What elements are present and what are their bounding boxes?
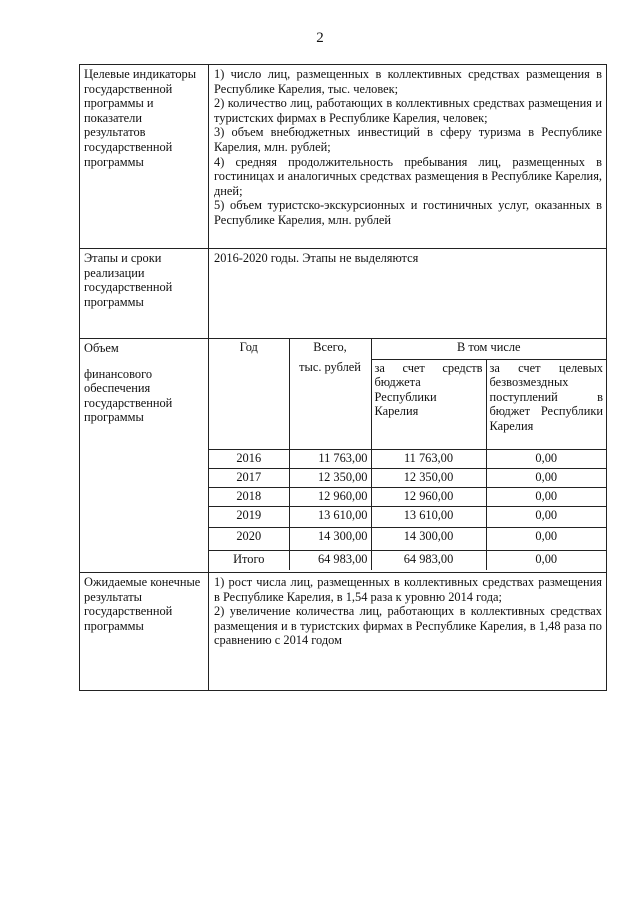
year-cell: 2018: [209, 487, 289, 506]
year-cell: 2020: [209, 527, 289, 550]
budget-cell: 11 763,00: [371, 449, 486, 468]
table-row: [209, 527, 606, 550]
col-budget-header: за счет средств бюджета Республики Карелия: [371, 359, 486, 449]
table-row: [209, 487, 606, 506]
financing-label: [80, 339, 209, 573]
table-row: [209, 449, 606, 468]
total-cell: 12 960,00: [289, 487, 371, 506]
indicator-item: 2) количество лиц, работающих в коллективных средствах размещения и туристских фирмах в Республике Карелия, человек;: [214, 96, 602, 125]
year-cell: 2017: [209, 468, 289, 487]
indicator-item: 4) средняя продолжительность пребывания лиц, размещенных в гостиницах и аналогичных средствах размещения в Республике Карелия, дней;: [214, 154, 602, 198]
budget-cell: 13 610,00: [371, 506, 486, 527]
result-item: 2) увеличение количества лиц, работающих в коллективных средствах размещения и в туристских фирмах в Республике Карелия, в 1,48 раза по сравнению с 2014 годом: [214, 604, 602, 648]
financing-content: [209, 339, 607, 573]
financing-table: [209, 339, 606, 570]
financing-label-line1: Объем: [84, 341, 119, 355]
col-total-header: Всего, тыс. рублей: [289, 339, 371, 449]
stages-row: [80, 249, 607, 339]
budget-cell: 12 350,00: [371, 468, 486, 487]
result-item: 1) рост числа лиц, размещенных в коллективных средствах размещения в Республике Карелия, в 1,54 раза к уровню 2014 года;: [214, 575, 602, 604]
targeted-cell: 0,00: [486, 449, 606, 468]
results-label: Ожидаемые конечные результаты государственной программы: [80, 573, 209, 691]
indicator-item: 1) число лиц, размещенных в коллективных средствах размещения в Республике Карелия, тыс. человек;: [214, 67, 602, 96]
results-content: [209, 573, 607, 691]
results-row: [80, 573, 607, 691]
year-cell: 2016: [209, 449, 289, 468]
targeted-cell: 0,00: [486, 550, 606, 570]
total-cell: 13 610,00: [289, 506, 371, 527]
total-cell: 14 300,00: [289, 527, 371, 550]
indicators-row: [80, 65, 607, 249]
table-row: [209, 468, 606, 487]
table-row: [209, 506, 606, 527]
targeted-cell: 0,00: [486, 487, 606, 506]
budget-cell: 12 960,00: [371, 487, 486, 506]
budget-cell: 14 300,00: [371, 527, 486, 550]
page-number: 2: [316, 30, 324, 46]
targeted-cell: 0,00: [486, 468, 606, 487]
passport-table: [79, 64, 607, 691]
col-including-header: В том числе: [371, 339, 606, 359]
year-cell: 2019: [209, 506, 289, 527]
year-cell: Итого: [209, 550, 289, 570]
indicator-item: 3) объем внебюджетных инвестиций в сферу туризма в Республике Карелия, млн. рублей;: [214, 125, 602, 154]
targeted-cell: 0,00: [486, 506, 606, 527]
col-targeted-header: за счет целевых безвозмездных поступлений в бюджет Республики Карелия: [486, 359, 606, 449]
stages-label: Этапы и сроки реализации государственной программы: [80, 249, 209, 339]
indicators-content: [209, 65, 607, 249]
financing-row: [80, 339, 607, 573]
table-row-total: [209, 550, 606, 570]
total-cell: 12 350,00: [289, 468, 371, 487]
stages-content: 2016-2020 годы. Этапы не выделяются: [209, 249, 607, 339]
indicators-label: Целевые индикаторы государственной программы и показатели результатов государственной программы: [80, 65, 209, 249]
targeted-cell: 0,00: [486, 527, 606, 550]
budget-cell: 64 983,00: [371, 550, 486, 570]
total-cell: 64 983,00: [289, 550, 371, 570]
indicator-item: 5) объем туристско-экскурсионных и гостиничных услуг, оказанных в Республике Карелия, млн. рублей: [214, 198, 602, 227]
col-year-header: Год: [209, 339, 289, 449]
total-cell: 11 763,00: [289, 449, 371, 468]
financing-label-rest: финансового обеспечения государственной программы: [84, 366, 173, 425]
